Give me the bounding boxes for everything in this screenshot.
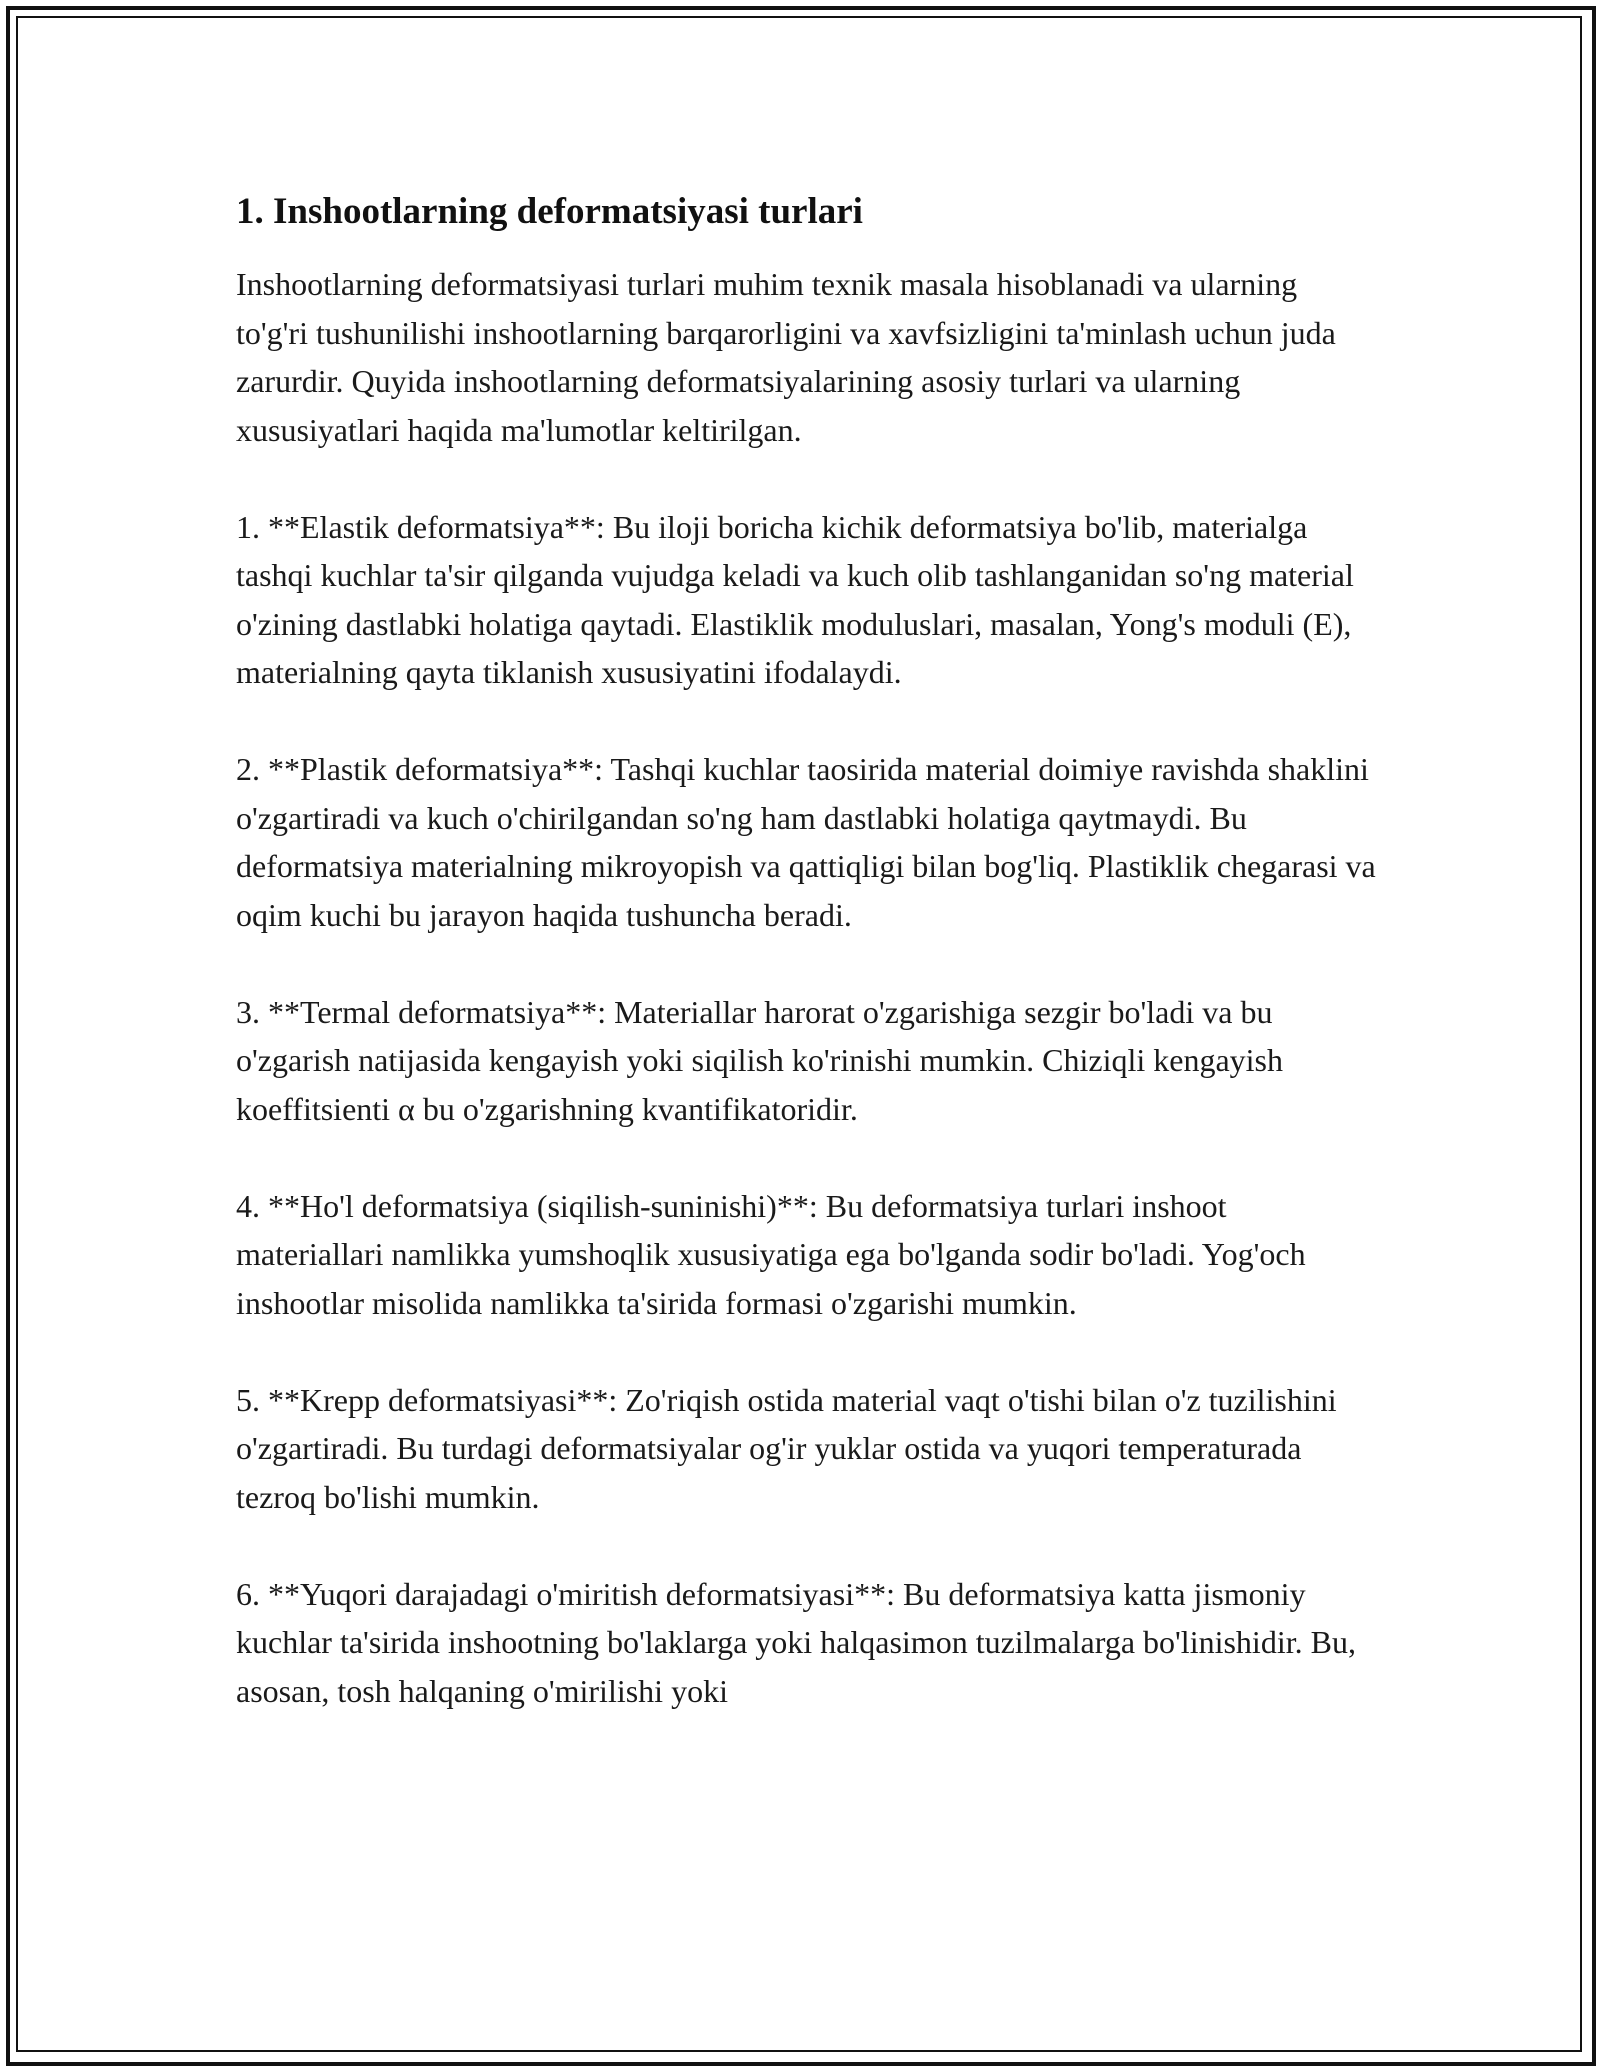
paragraph-creep-deformation: 5. **Krepp deformatsiyasi**: Zo'riqish ostida material vaqt o'tishi bilan o'z tuzilishini o'zgartiradi. Bu turdagi deformatsiyalar og'ir yuklar ostida va yuqori temperaturada tezroq bo'lishi mumkin. — [236, 1381, 1337, 1515]
paragraph-elastic-deformation: 1. **Elastik deformatsiya**: Bu iloji boricha kichik deformatsiya bo'lib, materialga tashqi kuchlar ta'sir qilganda vujudga keladi va kuch olib tashlanganidan so'ng material o'zining dastlabki holatiga qaytadi. Elastiklik moduluslari, masalan, Yong's moduli (E), materialning qayta tiklanish xususiyatini ifodalaydi. — [236, 508, 1354, 690]
intro-paragraph: Inshootlarning deformatsiyasi turlari muhim texnik masala hisoblanadi va ularning to'g'ri tushunilishi inshootlarning barqarorligini va xavfsizligini ta'minlash uchun juda zarurdir. Quyida inshootlarning deformatsiyalarining asosiy turlari va ularning xususiyatlari haqida ma'lumotlar keltirilgan. — [236, 266, 1336, 448]
paragraph-moisture-deformation: 4. **Ho'l deformatsiya (siqilish-suninishi)**: Bu deformatsiya turlari inshoot materiallari namlikka yumshoqlik xususiyatiga ega bo'lganda sodir bo'ladi. Yog'och inshootlar misolida namlikka ta'sirida formasi o'zgarishi mumkin. — [236, 1187, 1306, 1321]
section-heading: 1. Inshootlarning deformatsiyasi turlari — [236, 191, 863, 232]
paragraph-plastic-deformation: 2. **Plastik deformatsiya**: Tashqi kuchlar taosirida material doimiye ravishda shaklini o'zgartiradi va kuch o'chirilgandan so'ng ham dastlabki holatiga qaytmaydi. Bu deformatsiya materialning mikroyopish va qattiqligi bilan bog'liq. Plastiklik chegarasi va oqim kuchi bu jarayon haqida tushuncha beradi. — [236, 751, 1376, 933]
paragraph-fracture-deformation: 6. **Yuqori darajadagi o'miritish deformatsiyasi**: Bu deformatsiya katta jismoniy kuchlar ta'sirida inshootning bo'laklarga yoki halqasimon tuzilmalarga bo'linishidir. Bu, asosan, tosh halqaning o'mirilishi yoki — [236, 1575, 1356, 1709]
paragraph-thermal-deformation: 3. **Termal deformatsiya**: Materiallar harorat o'zgarishiga sezgir bo'ladi va bu o'zgarish natijasida kengayish yoki siqilish ko'rinishi mumkin. Chiziqli kengayish koeffitsienti α bu o'zgarishning kvantifikatoridir. — [236, 993, 1283, 1127]
document-body — [236, 188, 1376, 1715]
